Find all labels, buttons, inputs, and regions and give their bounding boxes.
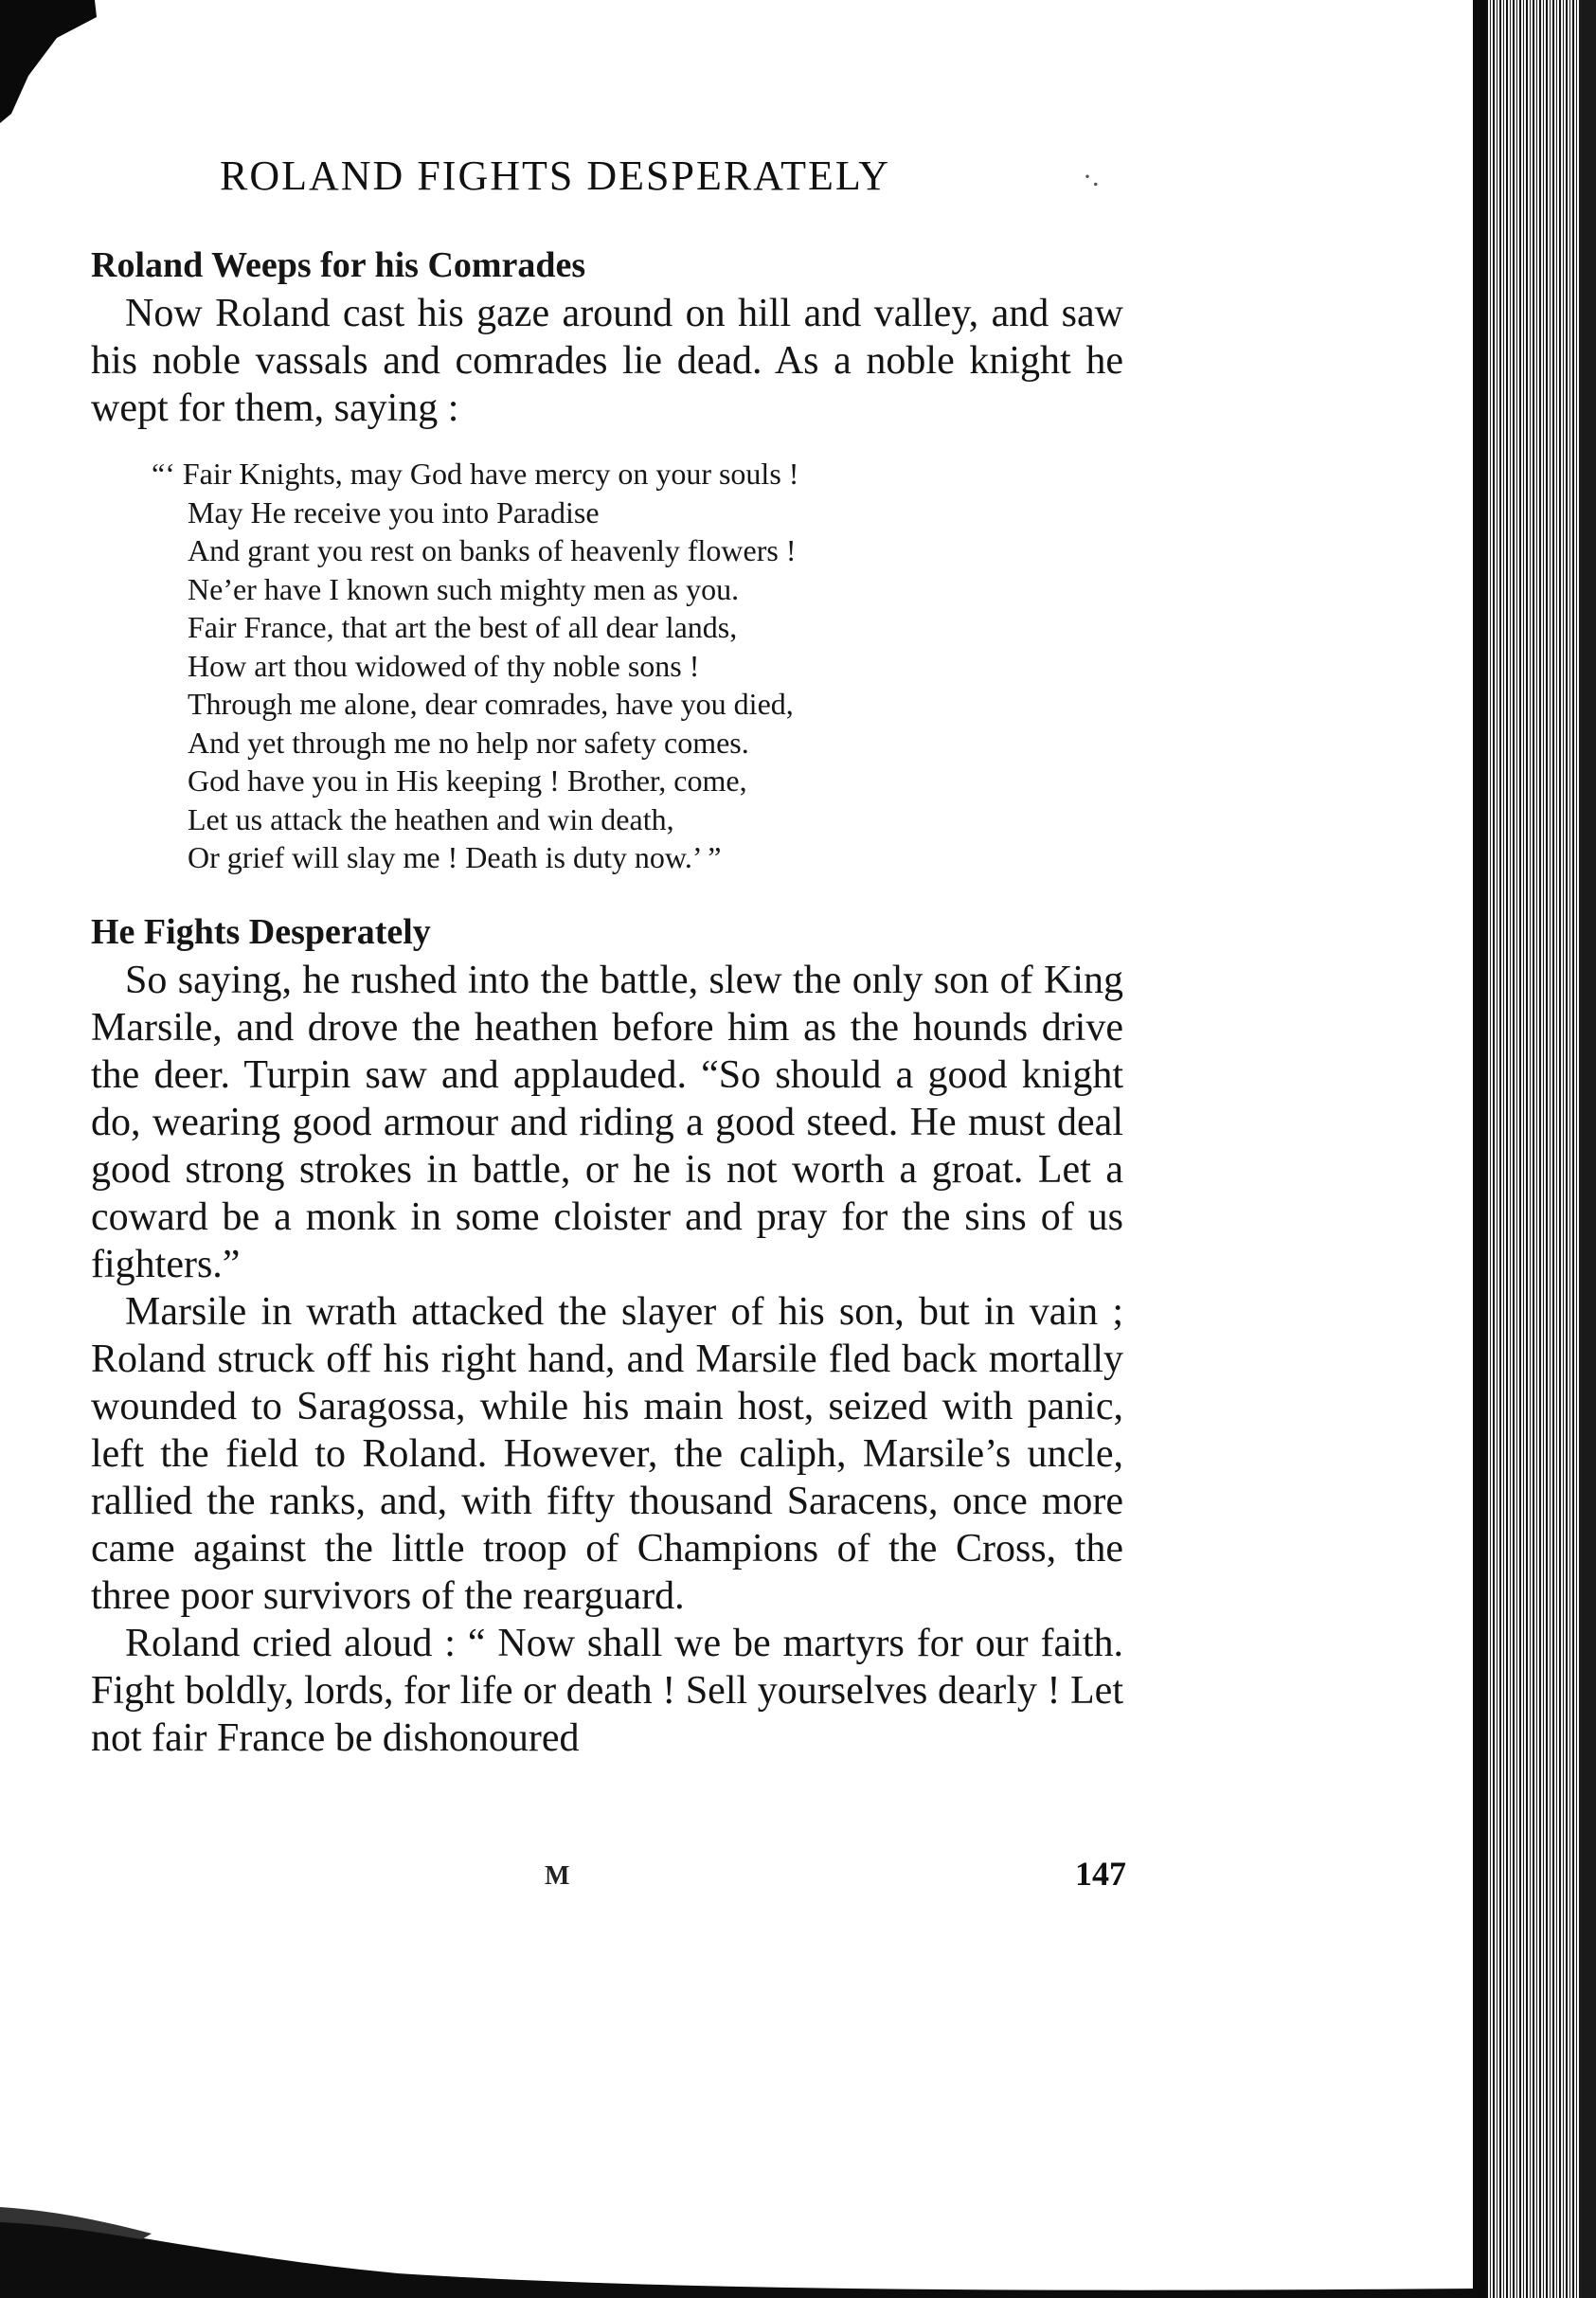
verse-line: How art thou widowed of thy noble sons ! (188, 648, 700, 683)
verse-line: Fair France, that art the best of all dear lands, (188, 610, 738, 644)
verse-line: And grant you rest on banks of heavenly flowers ! (188, 533, 797, 567)
section2-body (91, 957, 1123, 1762)
scan-speck: ·. (1083, 161, 1100, 192)
verse-line: Through me alone, dear comrades, have you died, (188, 687, 794, 721)
verse-line: Or grief will slay me ! Death is duty now.’ ” (188, 840, 722, 874)
verse-line: And yet through me no help nor safety comes. (188, 725, 749, 760)
verse-line: Let us attack the heathen and win death, (188, 801, 674, 836)
verse-line: Ne’er have I known such mighty men as you. (188, 571, 740, 606)
section1-body (91, 290, 1123, 432)
verse-line: “‘ Fair Knights, may God have mercy on your souls ! (152, 457, 799, 491)
signature-mark: M (545, 1861, 570, 1891)
verse-line: May He receive you into Paradise (188, 494, 600, 530)
page-number: 147 (1075, 1855, 1126, 1893)
verse-line: God have you in His keeping ! Brother, come, (188, 763, 747, 798)
running-head: ROLAND FIGHTS DESPERATELY (220, 153, 891, 199)
paragraph: Marsile in wrath attacked the slayer of his son, but in vain ; Roland struck off his right hand, and Marsile fled back mortally wounded to Saragossa, while his main host, seized with panic, left the field to Roland. However, the caliph, Marsile’s uncle, rallied the ranks, and, with fifty thousand Saracens, once more came against the little troop of Champions of the Cross, the three poor survivors of the rearguard. (91, 1290, 1123, 1618)
section-heading-roland-weeps: Roland Weeps for his Comrades (91, 245, 586, 285)
paragraph: Now Roland cast his gaze around on hill and valley, and saw his noble vassals and comrades lie dead. As a noble knight he wept for them, saying : (91, 292, 1123, 430)
section-heading-fights-desperately: He Fights Desperately (91, 912, 431, 952)
bottom-shadow-smear (0, 2179, 1478, 2298)
paragraph: So saying, he rushed into the battle, slew the only son of King Marsile, and drove the heathen before him as the hounds drive the deer. Turpin saw and applauded. “So should a good knight do, wearing good armour and riding a good steed. He must deal good strong strokes in battle, or he is not worth a groat. Let a coward be a monk in some cloister and pray for the sins of us fighters.” (91, 959, 1123, 1286)
book-spine-edge (1473, 0, 1596, 2298)
verse-block (152, 455, 1004, 877)
paragraph: Roland cried aloud : “ Now shall we be martyrs for our faith. Fight boldly, lords, for life or death ! Sell yourselves dearly ! Let not fair France be dishonoured (91, 1622, 1123, 1760)
corner-ink-mark (0, 0, 104, 123)
